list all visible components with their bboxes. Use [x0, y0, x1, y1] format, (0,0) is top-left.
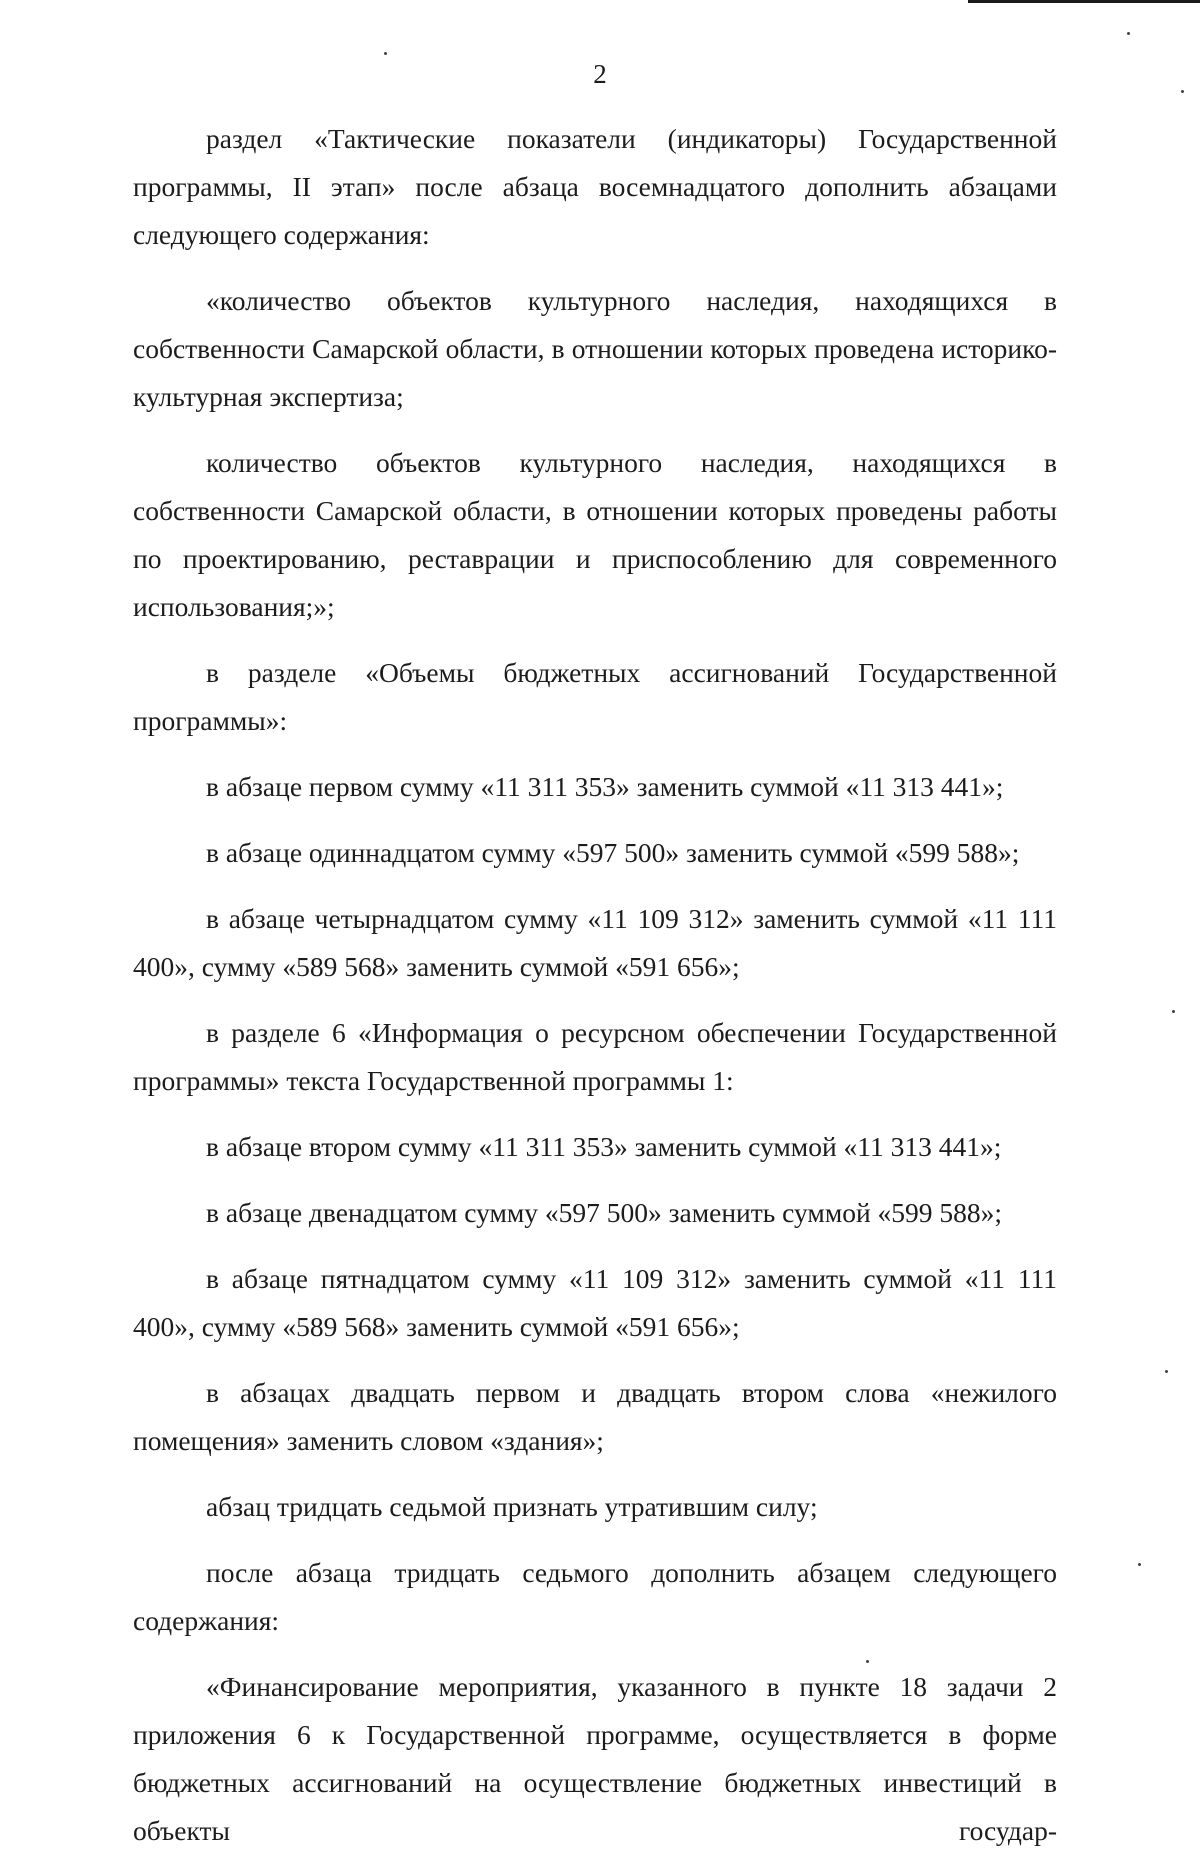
paragraph-section-six: в разделе 6 «Информация о ресурсном обеспечении Государственной программы» текста Государственной программы 1:: [133, 1017, 1057, 1096]
top-edge-rule: [968, 0, 1200, 3]
paragraph-add-after-thirty-seventh: после абзаца тридцать седьмого дополнить абзацем следующего содержания:: [133, 1557, 1057, 1636]
paragraph-section-six-fifteenth: в абзаце пятнадцатом сумму «11 109 312» заменить суммой «11 111 400», сумму «589 568» заменить суммой «591 656»;: [133, 1263, 1057, 1342]
scan-speck: [1172, 1010, 1175, 1013]
scan-speck: [384, 52, 387, 55]
scan-speck: [1138, 1563, 1141, 1566]
scan-speck: [1127, 32, 1130, 35]
scan-speck: [866, 1660, 869, 1663]
paragraph-budget-section: в разделе «Объемы бюджетных ассигнований Государственной программы»:: [133, 657, 1057, 736]
paragraph-void-thirty-seventh: абзац тридцать седьмой признать утратившим силу;: [206, 1491, 818, 1522]
paragraph-budget-eleventh: в абзаце одиннадцатом сумму «597 500» заменить суммой «599 588»;: [206, 837, 1020, 868]
paragraph-budget-fourteenth: в абзаце четырнадцатом сумму «11 109 312» заменить суммой «11 111 400», сумму «589 568» заменить суммой «591 656»;: [133, 903, 1057, 982]
paragraph-section-six-twelfth: в абзаце двенадцатом сумму «597 500» заменить суммой «599 588»;: [206, 1197, 1003, 1228]
paragraph-financing: «Финансирование мероприятия, указанного в пункте 18 задачи 2 приложения 6 к Государственной программе, осуществляется в форме бюджетных ассигнований на осуществление бюджетных инвестиций в объекты государ-: [133, 1671, 1057, 1846]
scan-speck: [1165, 1370, 1168, 1373]
document-body: [133, 115, 1057, 1855]
paragraph-budget-first: в абзаце первом сумму «11 311 353» заменить суммой «11 313 441»;: [206, 771, 1004, 802]
scan-speck: [1181, 90, 1184, 93]
paragraph-building-replace: в абзацах двадцать первом и двадцать втором слова «нежилого помещения» заменить словом «здания»;: [133, 1377, 1057, 1456]
paragraph-heritage-restoration: количество объектов культурного наследия, находящихся в собственности Самарской области, в отношении которых проведены работы по проектированию, реставрации и приспособлению для современного использования;»;: [133, 447, 1057, 622]
paragraph-heritage-expertise: «количество объектов культурного наследия, находящихся в собственности Самарской области, в отношении которых проведена историко-культурная экспертиза;: [133, 285, 1057, 412]
paragraph-tactical-indicators: раздел «Тактические показатели (индикаторы) Государственной программы, II этап» после абзаца восемнадцатого дополнить абзацами следующего содержания:: [133, 123, 1057, 250]
paragraph-section-six-second: в абзаце втором сумму «11 311 353» заменить суммой «11 313 441»;: [206, 1131, 1002, 1162]
page-number: 2: [593, 59, 607, 89]
